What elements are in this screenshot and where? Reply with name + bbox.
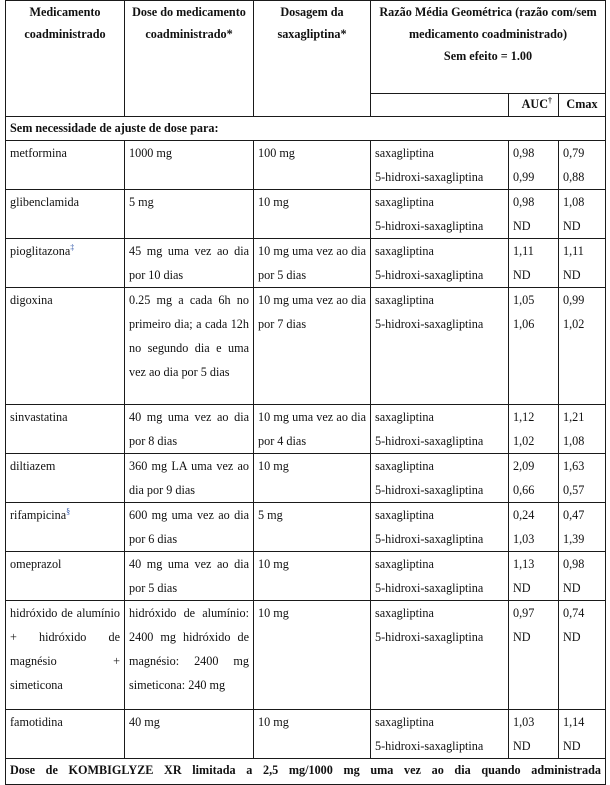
auc-cell [509,141,559,190]
auc-value: 0,24 [513,508,535,522]
header-auc: AUC† [509,94,559,117]
cmax-value: ND [563,739,581,753]
auc-value: 1,03 [513,532,535,546]
analyte-metabolite: 5-hidroxi-saxagliptina [375,170,484,184]
cmax-cell [559,601,606,710]
dose-cell: 360 mg LA uma vez ao dia por 9 dias [125,454,254,503]
table-row [6,405,606,454]
auc-value: 1,02 [513,434,535,448]
auc-cell [509,239,559,288]
analyte-metabolite: 5-hidroxi-saxagliptina [375,739,484,753]
analyte-cell [371,288,509,405]
saxagliptin-dose-cell: 10 mg uma vez ao dia por 4 dias [254,405,371,454]
dose-cell: hidróxido de alumínio: 2400 mg hidróxido de magnésio: 2400 mg simeticona: 240 mg [125,601,254,710]
auc-cell [509,288,559,405]
auc-value: 1,11 [513,244,534,258]
auc-value: 1,06 [513,317,535,331]
drug-name: hidróxido de alumínio + hidróxido de magnésio + simeticona [10,606,120,692]
cmax-value: 0,74 [563,606,585,620]
header-drug: Medicamento coadministrado [6,1,125,117]
drug-name: omeprazol [10,557,62,571]
auc-value: 0,97 [513,606,535,620]
cmax-cell [559,454,606,503]
dose-cell: 5 mg [125,190,254,239]
drug-name: glibenclamida [10,195,80,209]
auc-value: 1,12 [513,410,535,424]
saxagliptin-dose-cell: 10 mg [254,601,371,710]
cmax-value: 1,02 [563,317,585,331]
auc-value: 2,09 [513,459,535,473]
cmax-cell [559,405,606,454]
analyte-metabolite: 5-hidroxi-saxagliptina [375,317,484,331]
analyte-parent: saxagliptina [375,293,434,307]
auc-value: 0,98 [513,146,535,160]
header-cmax: Cmax [559,94,606,117]
analyte-cell [371,601,509,710]
analyte-cell [371,710,509,759]
table-row [6,601,606,710]
analyte-cell [371,405,509,454]
analyte-parent: saxagliptina [375,146,434,160]
header-ratio-text: Razão Média Geométrica (razão com/sem medicamento coadministrado) [379,5,597,41]
analyte-parent: saxagliptina [375,195,434,209]
analyte-cell [371,239,509,288]
table-body [6,141,606,759]
saxagliptin-dose-cell: 10 mg [254,190,371,239]
footnote-mark: § [66,506,71,516]
footnote-mark: ‡ [70,242,75,252]
drug-name: metformina [10,146,67,160]
analyte-metabolite: 5-hidroxi-saxagliptina [375,268,484,282]
drug-cell [6,454,125,503]
drug-cell [6,503,125,552]
analyte-cell [371,454,509,503]
drug-cell [6,288,125,405]
cmax-value: 1,11 [563,244,584,258]
analyte-parent: saxagliptina [375,557,434,571]
table-row [6,710,606,759]
cmax-value: ND [563,268,581,282]
analyte-parent: saxagliptina [375,606,434,620]
auc-value: ND [513,268,531,282]
cmax-cell [559,190,606,239]
auc-value: 0,99 [513,170,535,184]
saxagliptin-dose-cell: 10 mg uma vez ao dia por 5 dias [254,239,371,288]
analyte-metabolite: 5-hidroxi-saxagliptina [375,483,484,497]
cmax-value: ND [563,219,581,233]
analyte-metabolite: 5-hidroxi-saxagliptina [375,434,484,448]
saxagliptin-dose-cell: 10 mg [254,552,371,601]
drug-cell [6,601,125,710]
auc-cell [509,454,559,503]
auc-cell [509,710,559,759]
section-no-adjustment: Sem necessidade de ajuste de dose para: [6,117,606,141]
dose-cell: 40 mg uma vez ao dia por 5 dias [125,552,254,601]
header-no-effect: Sem efeito = 1.00 [443,49,533,63]
cmax-value: ND [563,581,581,595]
table-row [6,239,606,288]
auc-value: 1,05 [513,293,535,307]
dose-cell: 0.25 mg a cada 6h no primeiro dia; a cada 12h no segundo dia e uma vez ao dia por 5 dias [125,288,254,405]
analyte-cell [371,190,509,239]
header-saxagliptin-dose: Dosagem da saxagliptina* [254,1,371,117]
drug-cell [6,239,125,288]
table-row [6,454,606,503]
header-ratio [371,1,606,94]
saxagliptin-dose-cell: 100 mg [254,141,371,190]
analyte-metabolite: 5-hidroxi-saxagliptina [375,532,484,546]
analyte-metabolite: 5-hidroxi-saxagliptina [375,219,484,233]
dose-cell: 600 mg uma vez ao dia por 6 dias [125,503,254,552]
auc-value: ND [513,630,531,644]
drug-cell [6,710,125,759]
saxagliptin-dose-cell: 5 mg [254,503,371,552]
analyte-parent: saxagliptina [375,715,434,729]
analyte-parent: saxagliptina [375,508,434,522]
analyte-cell [371,552,509,601]
header-analyte-blank [371,94,509,117]
drug-cell [6,552,125,601]
dose-cell: 40 mg uma vez ao dia por 8 dias [125,405,254,454]
analyte-cell [371,503,509,552]
drug-name: digoxina [10,293,53,307]
table-row [6,503,606,552]
cmax-value: 1,63 [563,459,585,473]
saxagliptin-dose-cell: 10 mg [254,454,371,503]
cmax-value: 1,21 [563,410,585,424]
table-row [6,141,606,190]
saxagliptin-dose-cell: 10 mg [254,710,371,759]
drug-name: diltiazem [10,459,56,473]
drug-name: pioglitazona [10,244,71,258]
analyte-metabolite: 5-hidroxi-saxagliptina [375,581,484,595]
auc-value: 1,03 [513,715,535,729]
auc-cell [509,552,559,601]
interaction-table [5,0,606,785]
drug-cell [6,405,125,454]
auc-cell [509,190,559,239]
cmax-value: 1,08 [563,195,585,209]
auc-value: ND [513,581,531,595]
cmax-cell [559,710,606,759]
cmax-cell [559,552,606,601]
cmax-cell [559,239,606,288]
analyte-parent: saxagliptina [375,244,434,258]
dose-cell: 40 mg [125,710,254,759]
dagger-mark: † [548,95,552,105]
cmax-cell [559,141,606,190]
cmax-value: 1,08 [563,434,585,448]
header-row [6,1,606,94]
cmax-value: 1,14 [563,715,585,729]
analyte-metabolite: 5-hidroxi-saxagliptina [375,630,484,644]
header-dose: Dose do medicamento coadministrado* [125,1,254,117]
auc-value: ND [513,219,531,233]
analyte-cell [371,141,509,190]
table-row [6,190,606,239]
analyte-parent: saxagliptina [375,410,434,424]
cmax-value: 1,39 [563,532,585,546]
drug-name: sinvastatina [10,410,68,424]
cmax-value: 0,99 [563,293,585,307]
section-row [6,759,606,785]
table-row [6,288,606,405]
saxagliptin-dose-cell: 10 mg uma vez ao dia por 7 dias [254,288,371,405]
drug-name: rifampicina [10,508,67,522]
auc-cell [509,601,559,710]
drug-cell [6,190,125,239]
cmax-value: 0,98 [563,557,585,571]
cmax-value: 0,88 [563,170,585,184]
drug-cell [6,141,125,190]
auc-cell [509,503,559,552]
auc-value: 1,13 [513,557,535,571]
dose-cell: 1000 mg [125,141,254,190]
cmax-value: 0,79 [563,146,585,160]
cmax-value: ND [563,630,581,644]
analyte-parent: saxagliptina [375,459,434,473]
cmax-value: 0,57 [563,483,585,497]
auc-value: 0,98 [513,195,535,209]
auc-cell [509,405,559,454]
section-dose-limited: Dose de KOMBIGLYZE XR limitada a 2,5 mg/1000 mg uma vez ao dia quando administrada [6,759,606,785]
table-row [6,552,606,601]
auc-value: 0,66 [513,483,535,497]
dose-cell: 45 mg uma vez ao dia por 10 dias [125,239,254,288]
drug-name: famotidina [10,715,63,729]
cmax-value: 0,47 [563,508,585,522]
cmax-cell [559,503,606,552]
section-row [6,117,606,141]
auc-value: ND [513,739,531,753]
cmax-cell [559,288,606,405]
